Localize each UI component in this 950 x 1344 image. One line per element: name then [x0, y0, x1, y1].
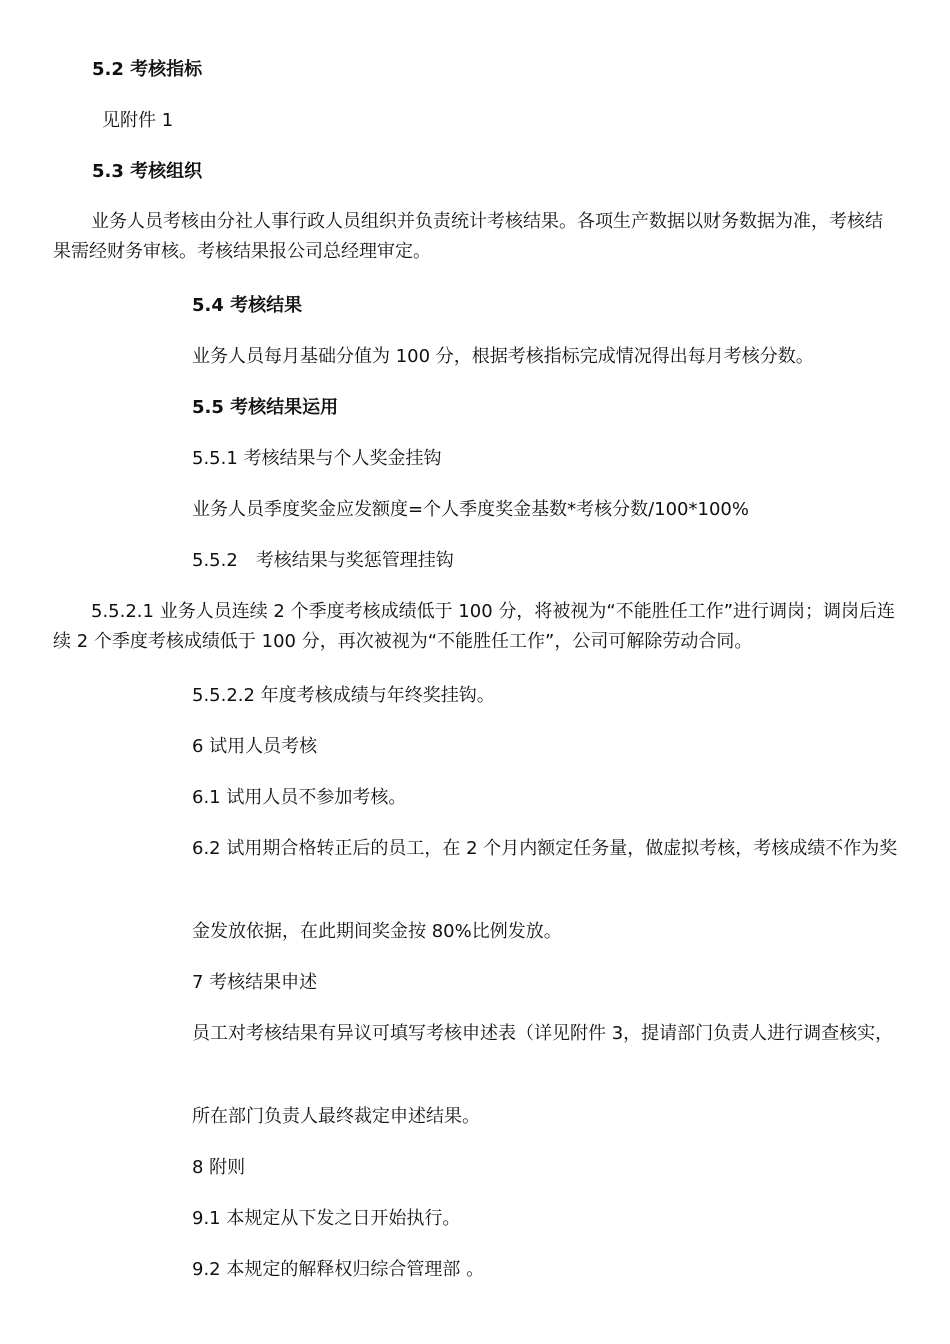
paragraph-9-2: 9.2 本规定的解释权归综合管理部 。	[192, 1259, 485, 1280]
section-heading-5-5: 5.5 考核结果运用	[192, 397, 339, 418]
section-heading-5-2: 5.2 考核指标	[92, 59, 203, 80]
paragraph-5-2: 见附件 1	[102, 110, 174, 131]
subsection-heading-5-5-2: 5.5.2 考核结果与奖惩管理挂钩	[192, 550, 454, 571]
section-heading-8: 8 附则	[192, 1157, 246, 1178]
paragraph-5-4: 业务人员每月基础分值为 100 分，根据考核指标完成情况得出每月考核分数。	[192, 346, 814, 367]
paragraph-6-1: 6.1 试用人员不参加考核。	[192, 787, 407, 808]
subsection-heading-5-5-1: 5.5.1 考核结果与个人奖金挂钩	[192, 448, 442, 469]
paragraph-5-3: 业务人员考核由分社人事行政人员组织并负责统计考核结果。各项生产数据以财务数据为准，考核结果需经财务审核。考核结果报公司总经理审定。	[53, 211, 883, 262]
section-heading-6: 6 试用人员考核	[192, 736, 318, 757]
paragraph-7-part2: 所在部门负责人最终裁定申述结果。	[192, 1106, 480, 1127]
paragraph-9-1: 9.1 本规定从下发之日开始执行。	[192, 1208, 461, 1229]
paragraph-5-5-2-1: 5.5.2.1 业务人员连续 2 个季度考核成绩低于 100 分，将被视为“不能胜任工作”进行调岗；调岗后连续 2 个季度考核成绩低于 100 分，再次被视为“不能胜任工作”，公司可解除劳动合同。	[53, 601, 896, 652]
section-heading-5-3: 5.3 考核组织	[92, 161, 203, 182]
paragraph-5-5-2-2: 5.5.2.2 年度考核成绩与年终奖挂钩。	[192, 685, 495, 706]
section-heading-7: 7 考核结果申述	[192, 972, 318, 993]
paragraph-6-2-part2: 金发放依据，在此期间奖金按 80%比例发放。	[192, 921, 562, 942]
paragraph-5-5-1: 业务人员季度奖金应发额度=个人季度奖金基数*考核分数/100*100%	[192, 499, 749, 520]
paragraph-6-2-part1: 6.2 试用期合格转正后的员工，在 2 个月内额定任务量，做虚拟考核，考核成绩不作为奖	[192, 838, 898, 859]
section-heading-5-4: 5.4 考核结果	[192, 295, 303, 316]
paragraph-7-part1: 员工对考核结果有异议可填写考核申述表（详见附件 3，提请部门负责人进行调查核实，	[192, 1023, 894, 1044]
